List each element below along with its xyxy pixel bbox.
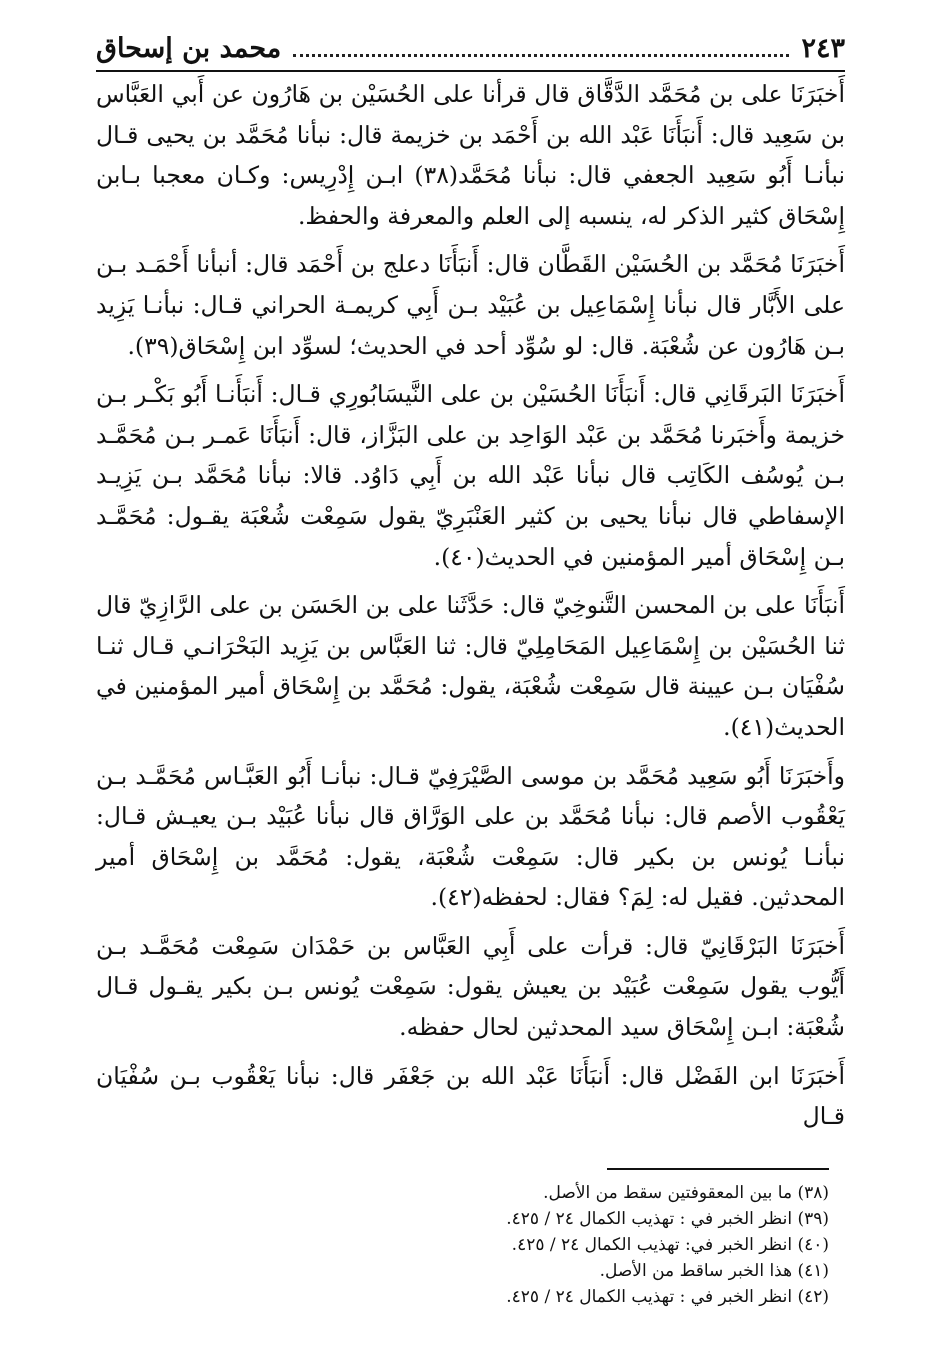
running-title: محمد بن إسحاق [96, 32, 282, 64]
paragraph: أَخبَرَنَا ابن الفَضْل قال: أَنبَأَنَا عَبْد الله بن جَعْفَر قال: نبأنا يَعْقُوب بـن سُفْيَان قـال [96, 1061, 845, 1131]
footnote: (٤٠) انظر الخبر في: تهذيب الكمال ٢٤ / ٤٢٥. [511, 1235, 829, 1255]
footnotes [409, 1180, 829, 1310]
paragraph: وأَخبَرَنَا أَبُو سَعِيد مُحَمَّد بن موسى الصَّيْرَفِيّ قـال: نبأنـا أَبُو العَبَّـاس مُحَمَّـد بـن يَعْقُوب الأصم قال: نبأنا مُحَمَّد بن على الوَرَّاق قال نبأنا عُبَيْد بـن يعيـش قـال: نبأنـا يُونس بن بكير قال: سَمِعْت شُعْبَة، يقول: مُحَمَّد بن إِسْحَاق أمير المحدثين. فقيل له: لِمَ؟ فقال: لحفظه(٤٢). [96, 761, 845, 912]
footnote: (٣٨) ما بين المعقوفتين سقط من الأصل. [543, 1183, 829, 1203]
footnote: (٤١) هذا الخبر ساقط من الأصل. [599, 1261, 829, 1281]
footnote: (٤٢) انظر الخبر في : تهذيب الكمال ٢٤ / ٤٢٥. [506, 1287, 829, 1307]
paragraph: أَخبَرَنَا على بن مُحَمَّد الدَّقَّاق قال قرأنا على الحُسَيْن بن هَارُون عن أَبي العَبَّاس بن سَعِيد قال: أَنبَأَنَا عَبْد الله بن أَحْمَد بن خزيمة قال: نبأنا مُحَمَّد بن يحيى قـال نبأنـا أَبُو سَعِيد الجعفي قال: نبأنا مُحَمَّد(٣٨) ابـن إِدْرِيس: وكـان معجبا بـابن إِسْحَاق كثير الذكر له، ينسبه إلى العلم والمعرفة والحفظ. [96, 80, 845, 230]
footnote: (٣٩) انظر الخبر في : تهذيب الكمال ٢٤ / ٤٢٥. [506, 1209, 829, 1229]
paragraph: أَخبَرَنَا مُحَمَّد بن الحُسَيْن القَطَّان قال: أَنبَأَنَا دعلج بن أَحْمَد قال: أنبأنا أَحْمَـد بـن على الأَبَّار قال نبأنا إِسْمَاعِيل بن عُبَيْد بـن أَبِي كريمـة الحراني قـال: نبأنـا يَزِيد بـن هَارُون عن شُعْبَة. قال: لو سُوِّد أحد في الحديث؛ لسوِّد ابن إِسْحَاق(٣٩). [96, 250, 845, 360]
page-number: ٢٤٣ [801, 32, 845, 64]
leader-dots [293, 40, 789, 57]
paragraph: أَخبَرَنَا البَرْقَانِيّ قال: قرأت على أَبِي العَبَّاس بن حَمْدَان سَمِعْت مُحَمَّـد بـن أَيُّوب يقول سَمِعْت عُبَيْد بن يعيش يقول: سَمِعْت يُونس بـن بكير يقـول قـال شُعْبَة: ابـن إِسْحَاق سيد المحدثين لحال حفظه. [96, 931, 845, 1042]
paragraph: أَخبَرَنَا البَرقَانِي قال: أَنبَأَنَا الحُسَيْن بن على النَّيسَابُورِي قـال: أَنبَأَنـا أَبُو بَكْـر بـن خزيمة وأَخبَرنا مُحَمَّد بن عَبْد الوَاحِد بن على البَزَّاز، قال: أَنبَأَنَا عَمـر بـن مُحَمَّـد بـن يُوسُف الكَاتِب قال نبأنا عَبْد الله بن أَبِي دَاوُد. قالا: نبأنا مُحَمَّد بـن يَزِيـد الإسفاطي قال نبأنا يحيى بن كثير العَنْبَرِيّ يقول سَمِعْت شُعْبَة يقـول: مُحَمَّـد بـن إِسْحَاق أمير المؤمنين في الحديث(٤٠). [96, 380, 845, 571]
main-text [96, 74, 845, 1145]
page-header [96, 26, 845, 72]
paragraph: أَنبَأَنَا على بن المحسن التَّنوخِيّ قال: حَدَّثَنا على بن الحَسَن بن على الرَّازِيّ قال ثنا الحُسَيْن بن إِسْمَاعِيل المَحَامِلِيّ قال: ثنا العَبَّاس بن يَزِيد البَحْرَانـي قـال ثنـا سُفْيَان بـن عيينة قال سَمِعْت شُعْبَة، يقول: مُحَمَّد بن إِسْحَاق أمير المؤمنين في الحديث(٤١). [96, 591, 845, 741]
footnote-divider [607, 1168, 829, 1170]
